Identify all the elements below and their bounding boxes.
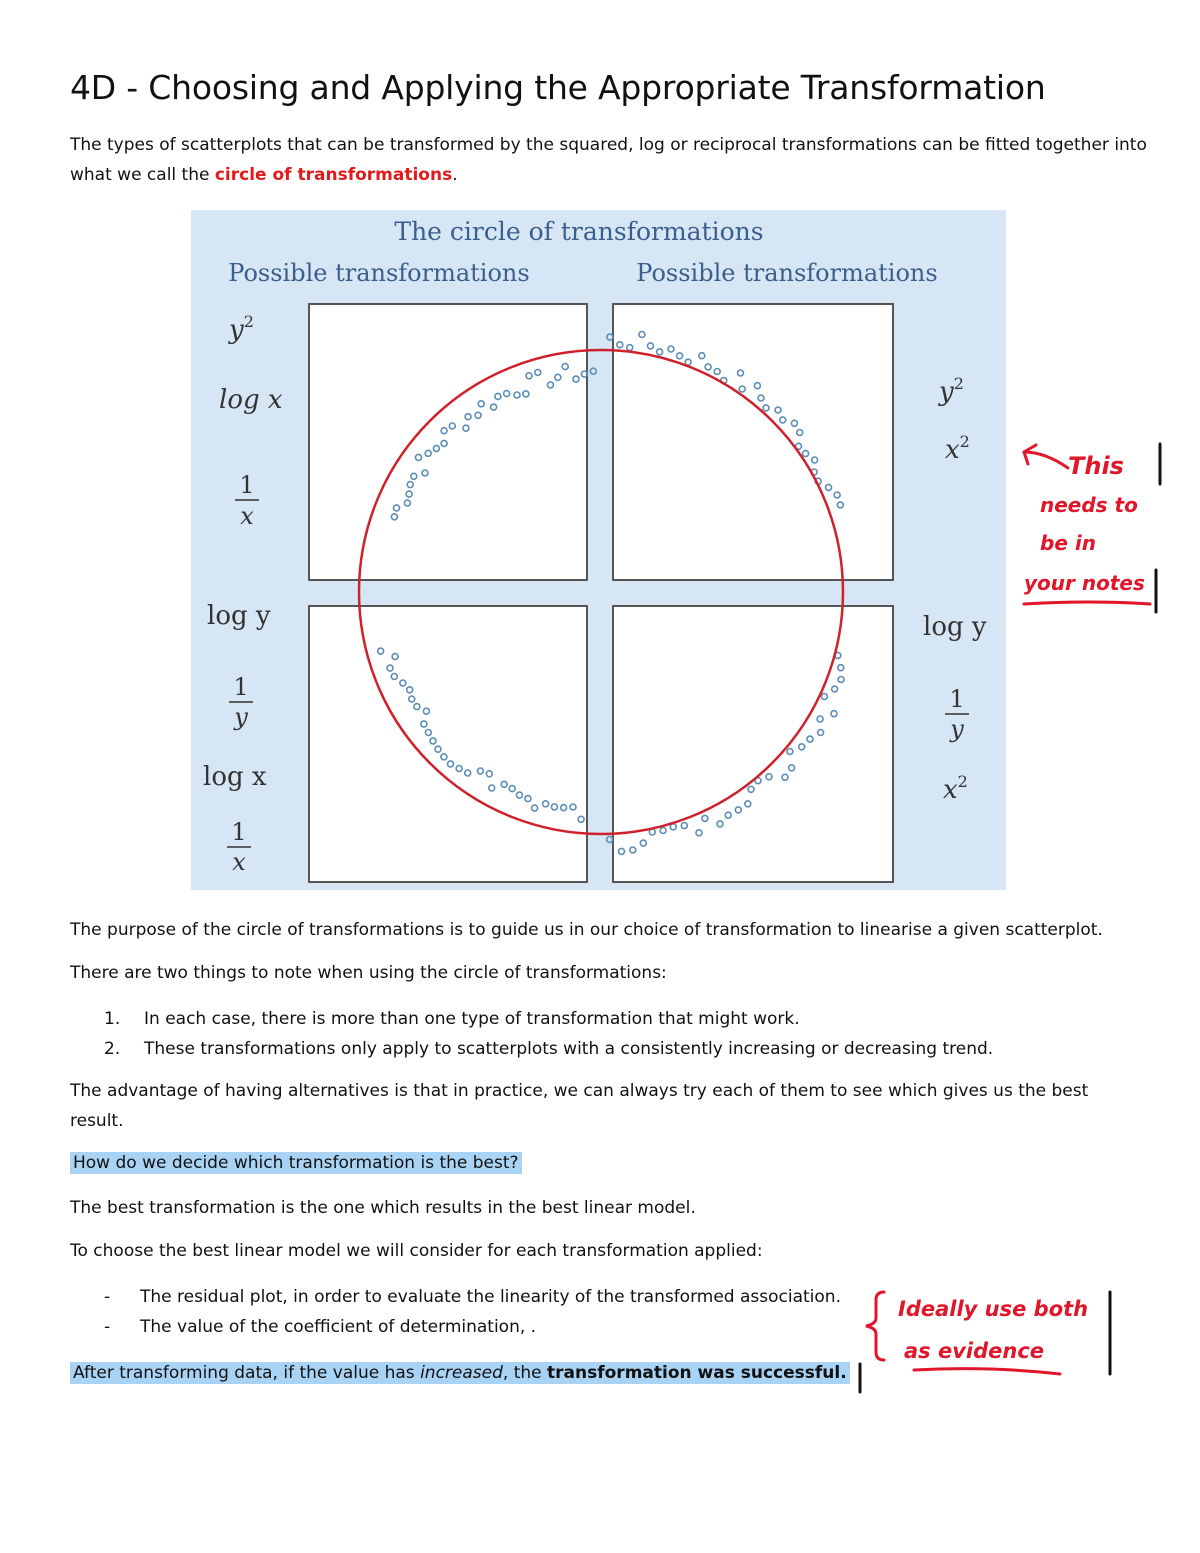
list-item [104, 1312, 884, 1342]
right-header: Possible transformations [636, 259, 938, 287]
circle-of-transformations-figure [191, 210, 1006, 890]
label-log-x-left: log x [219, 385, 283, 415]
intro-end: . [452, 165, 458, 185]
underline [1024, 602, 1150, 604]
scatter-point [607, 837, 613, 843]
panel-top-left [309, 304, 587, 580]
list-item [104, 1282, 884, 1312]
bullet-text: The residual plot, in order to evaluate the linearity of the transformed association. [140, 1287, 841, 1307]
highlighted-question: How do we decide which transformation is the best? [70, 1152, 522, 1174]
note2-line2: as evidence [904, 1339, 1045, 1363]
bullet-list [104, 1282, 884, 1342]
note1-line1: This [1068, 452, 1124, 480]
panel-bottom-right [613, 606, 893, 882]
note1-line2: needs to [1040, 493, 1138, 517]
intro-text: The types of scatterplots that can be transformed by the squared, log or reciprocal transformations can be fitted together into what we call the [70, 135, 1147, 185]
label-recip-x-den-lower-left: x [232, 848, 246, 876]
label-x-squared-right: $x^2$ [945, 432, 970, 465]
label-y-squared-left: $y^2$ [229, 312, 254, 345]
arrow-line [1024, 452, 1068, 468]
advantage-paragraph: The advantage of having alternatives is that in practice, we can always try each of them to see which gives us the best result. [70, 1081, 1089, 1131]
label-recip-y-num-right: 1 [949, 685, 965, 713]
numbered-list [104, 1004, 1144, 1064]
conclusion-text: After transforming data, if the value has [73, 1363, 421, 1383]
intro-paragraph [70, 130, 1150, 190]
purpose-paragraph: The purpose of the circle of transformations is to guide us in our choice of transformation to linearise a given scatterplot. [70, 920, 1103, 940]
list-number: 1. [104, 1009, 121, 1029]
circle-of-transformations-term: circle of transformations [214, 165, 453, 185]
bullet-dash: - [104, 1317, 111, 1337]
list-text: These transformations only apply to scatterplots with a consistently increasing or decreasing trend. [144, 1039, 994, 1059]
list-item [104, 1004, 1144, 1034]
label-recip-x-num-lower-left: 1 [231, 818, 247, 846]
figure-title: The circle of transformations [394, 217, 764, 246]
list-text: In each case, there is more than one type of transformation that might work. [144, 1009, 800, 1029]
panel-bottom-left [309, 606, 587, 882]
label-x-squared-lower-right: $x^2$ [943, 772, 968, 805]
two-things-paragraph: There are two things to note when using the circle of transformations: [70, 963, 667, 983]
label-recip-y-den-right: y [950, 715, 964, 743]
best-paragraph: The best transformation is the one which results in the best linear model. [70, 1198, 696, 1218]
label-log-y-right: log y [923, 612, 987, 642]
arrow-head [1024, 445, 1036, 464]
label-recip-x-num-left: 1 [239, 471, 255, 499]
label-recip-x-den-left: x [240, 502, 254, 530]
conclusion-text-2: , the [502, 1363, 548, 1383]
choose-paragraph: To choose the best linear model we will consider for each transformation applied: [70, 1241, 763, 1261]
label-recip-y-den-left: y [234, 703, 248, 731]
label-log-x-lower-left: log x [203, 762, 267, 792]
highlighted-conclusion [70, 1362, 850, 1384]
note1-line3: be in [1040, 531, 1096, 555]
list-number: 2. [104, 1039, 121, 1059]
label-log-y-left: log y [207, 601, 271, 631]
conclusion-paragraph [70, 1358, 1150, 1388]
note2-line1: Ideally use both [898, 1297, 1089, 1321]
conclusion-italic: increased [420, 1363, 503, 1383]
label-y-squared-right: $y^2$ [939, 374, 964, 407]
figure-svg [191, 210, 1006, 890]
question-paragraph [70, 1148, 1150, 1178]
scatter-point [590, 368, 596, 374]
label-recip-y-num-left: 1 [233, 673, 249, 701]
page-title: 4D - Choosing and Applying the Appropriate Transformation [70, 68, 1046, 107]
note1-line4: your notes [1024, 571, 1145, 595]
panel-top-right [613, 304, 893, 580]
left-header: Possible transformations [228, 259, 530, 287]
bullet-text: The value of the coefficient of determination, . [140, 1317, 537, 1337]
list-item [104, 1034, 1144, 1064]
bullet-dash: - [104, 1287, 111, 1307]
conclusion-bold: transformation was successful. [547, 1363, 847, 1383]
